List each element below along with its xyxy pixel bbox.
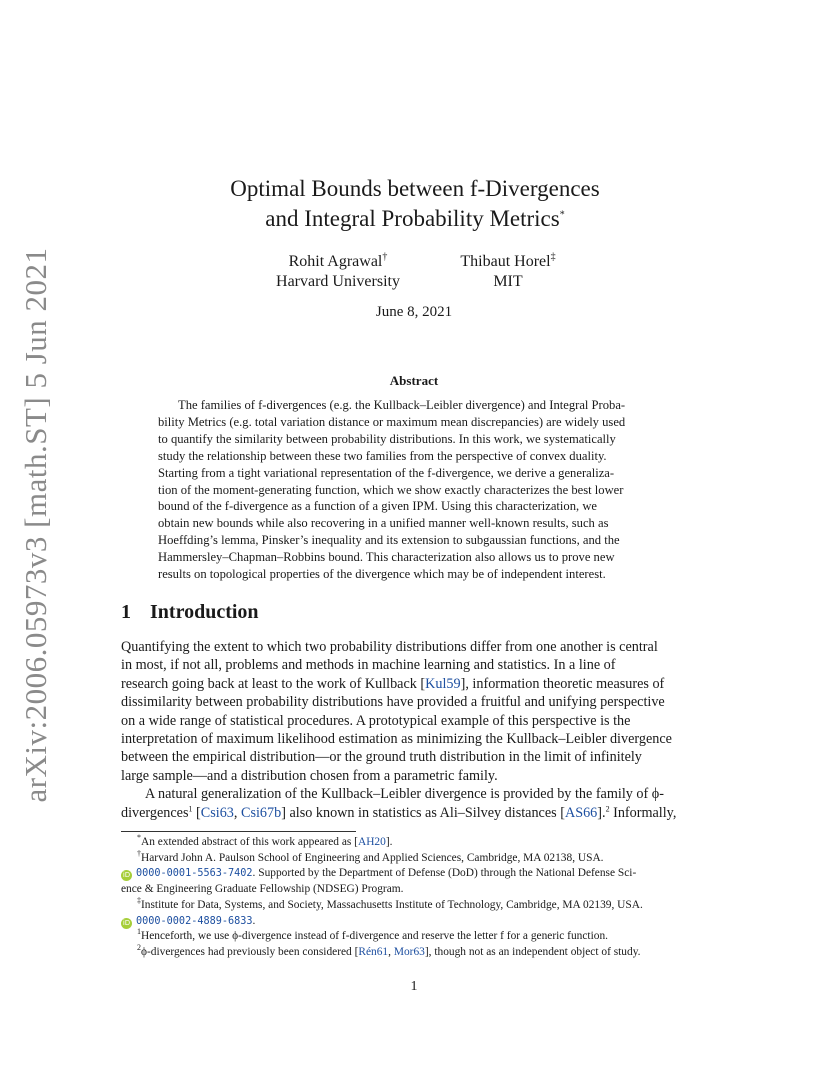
abstract-heading: Abstract bbox=[389, 373, 439, 388]
footnote-marker: * bbox=[137, 833, 141, 843]
paper-title bbox=[150, 174, 680, 234]
body-line: A natural generalization of the Kullback–Leibler divergence is provided by the family of ϕ- bbox=[145, 786, 664, 803]
abstract-line: bility Metrics (e.g. total variation distance or maximum mean discrepancies) are widely used bbox=[158, 414, 626, 429]
title-line-2-text: and Integral Probability Metrics bbox=[265, 206, 560, 231]
section-heading-introduction bbox=[121, 601, 259, 624]
citation-link[interactable]: AS66 bbox=[564, 804, 598, 821]
abstract-line: Hammersley–Chapman–Robbins bound. This characterization also allows us to prove new bbox=[158, 550, 615, 565]
footnote-ddagger-orcid-line bbox=[121, 914, 709, 930]
footnote-text: Henceforth, we use ϕ-divergence instead of f-divergence and reserve the letter f for a generic function. bbox=[141, 930, 608, 943]
author-block-1 bbox=[258, 252, 418, 292]
citation-link[interactable]: Csi67b bbox=[241, 804, 282, 821]
abstract-line: Starting from a tight variational representation of the f-divergence, we derive a generaliza- bbox=[158, 465, 615, 480]
body-line bbox=[121, 804, 709, 822]
abstract-line: results on topological properties of the divergence which may be of independent interest. bbox=[158, 567, 606, 582]
footnote-divider bbox=[121, 831, 356, 832]
footnote-text: Harvard John A. Paulson School of Engineering and Applied Sciences, Cambridge, MA 02138, USA. bbox=[141, 851, 604, 864]
body-line-text: Informally, bbox=[609, 804, 677, 821]
author-name-1-text: Rohit Agrawal bbox=[288, 253, 383, 270]
citation-link[interactable]: AH20 bbox=[357, 836, 386, 848]
citation-link[interactable]: Mor63 bbox=[393, 945, 425, 958]
footnote-text: An extended abstract of this work appeared as [ bbox=[141, 836, 358, 848]
footnote-text: Institute for Data, Systems, and Society, Massachusetts Institute of Technology, Cambridge, MA 02139, USA. bbox=[141, 898, 643, 911]
footnote-text: ]. bbox=[385, 836, 393, 848]
abstract-body bbox=[158, 397, 670, 583]
citation-link[interactable]: Csi63 bbox=[200, 804, 234, 821]
footnote-ddagger bbox=[121, 898, 709, 914]
author-name-2 bbox=[448, 252, 568, 272]
body-line: in most, if not all, problems and methods in machine learning and statistics. In a line of bbox=[121, 657, 616, 674]
author-name-2-text: Thibaut Horel bbox=[460, 253, 551, 270]
footnote-ref[interactable]: 1 bbox=[188, 803, 193, 813]
author-affiliation-1: Harvard University bbox=[276, 273, 400, 290]
footnote-dagger-orcid-line bbox=[121, 866, 709, 882]
body-line-text: [ bbox=[192, 804, 201, 821]
paper-date: June 8, 2021 bbox=[375, 304, 453, 320]
body-line-text: , bbox=[233, 804, 241, 821]
introduction-body bbox=[121, 638, 709, 822]
body-line: interpretation of maximum likelihood estimation as minimizing the Kullback–Leibler divergence bbox=[121, 731, 672, 748]
body-line: Quantifying the extent to which two probability distributions differ from one another is central bbox=[121, 639, 658, 655]
footnote-marker: 2 bbox=[137, 943, 141, 953]
author-2-footnote-marker[interactable]: ‡ bbox=[550, 251, 556, 263]
orcid-link[interactable]: 0000-0002-4889-6833 bbox=[136, 915, 253, 927]
title-line-2 bbox=[150, 204, 680, 234]
author-affiliation-2: MIT bbox=[493, 273, 523, 290]
author-name-1 bbox=[258, 252, 418, 272]
body-line: between the empirical distribution—or the ground truth distribution in the limit of infinitely bbox=[121, 749, 642, 766]
footnotes bbox=[121, 835, 709, 961]
page-number: 1 bbox=[410, 979, 418, 994]
footnote-marker: ‡ bbox=[137, 896, 141, 906]
abstract-line: The families of f-divergences (e.g. the Kullback–Leibler divergence) and Integral Proba- bbox=[178, 398, 626, 412]
body-line-text: ] also known in statistics as Ali–Silvey distances [ bbox=[281, 804, 565, 821]
footnote-ref[interactable]: 2 bbox=[605, 803, 610, 813]
footnote-text: ence & Engineering Graduate Fellowship (NDSEG) Program. bbox=[121, 883, 404, 896]
abstract-line: obtain new bounds while also recovering in a unified manner well-known results, such as bbox=[158, 516, 609, 531]
body-line-text: ], information theoretic measures of bbox=[460, 675, 665, 692]
body-line-text: divergences bbox=[121, 804, 189, 821]
citation-link[interactable]: Kul59 bbox=[425, 675, 461, 692]
author-block-2 bbox=[448, 252, 568, 292]
body-line-text: ]. bbox=[597, 804, 606, 821]
abstract-line: tion of the moment-generating function, which we show exactly characterizes the best lower bbox=[158, 482, 624, 497]
footnote-1 bbox=[121, 929, 709, 945]
author-1-footnote-marker[interactable]: † bbox=[382, 251, 388, 263]
title-footnote-marker[interactable]: * bbox=[559, 209, 565, 221]
footnote-text: , bbox=[388, 945, 394, 958]
footnote-dagger bbox=[121, 848, 709, 867]
orcid-icon: iD bbox=[122, 918, 131, 927]
abstract-line: bound of the f-divergence as a function of a given IPM. Using this characterization, we bbox=[158, 499, 598, 514]
citation-link[interactable]: Rén61 bbox=[358, 945, 389, 958]
body-line: on a wide range of statistical procedures. A prototypical example of this perspective is the bbox=[121, 712, 631, 729]
orcid-icon: iD bbox=[122, 871, 131, 880]
footnote-text: ϕ-divergences had previously been considered [ bbox=[141, 945, 359, 958]
abstract-line: to quantify the similarity between probability distributions. In this work, we systematically bbox=[158, 431, 616, 446]
footnote-star bbox=[121, 835, 709, 851]
footnote-marker: † bbox=[137, 848, 141, 858]
footnote-marker: 1 bbox=[137, 927, 141, 937]
footnote-2 bbox=[121, 945, 709, 961]
abstract-line: Hoeffding’s lemma, Pinsker’s inequality and its extension to subgaussian functions, and the bbox=[158, 533, 620, 548]
orcid-link[interactable]: 0000-0001-5563-7402 bbox=[136, 868, 253, 880]
abstract-line: study the relationship between these two families from the perspective of convex duality. bbox=[158, 448, 607, 463]
title-line-1: Optimal Bounds between f-Divergences bbox=[230, 176, 600, 201]
arxiv-identifier-text: arXiv:2006.05973v3 [math.ST] 5 Jun 2021 bbox=[18, 247, 53, 803]
body-line: dissimilarity between probability distributions have provided a fruitful and unifying perspective bbox=[121, 694, 665, 711]
body-line-text: research going back at least to the work of Kullback [ bbox=[121, 675, 426, 692]
section-title-text: Introduction bbox=[150, 601, 259, 623]
footnote-text: ], though not as an independent object of study. bbox=[424, 945, 641, 958]
body-line bbox=[121, 675, 709, 693]
footnote-text: . bbox=[252, 914, 256, 927]
footnote-text: . Supported by the Department of Defense (DoD) through the National Defense Sci- bbox=[252, 867, 637, 880]
section-number: 1 bbox=[121, 601, 131, 623]
body-line: large sample—and a distribution chosen from a parametric family. bbox=[121, 767, 498, 784]
